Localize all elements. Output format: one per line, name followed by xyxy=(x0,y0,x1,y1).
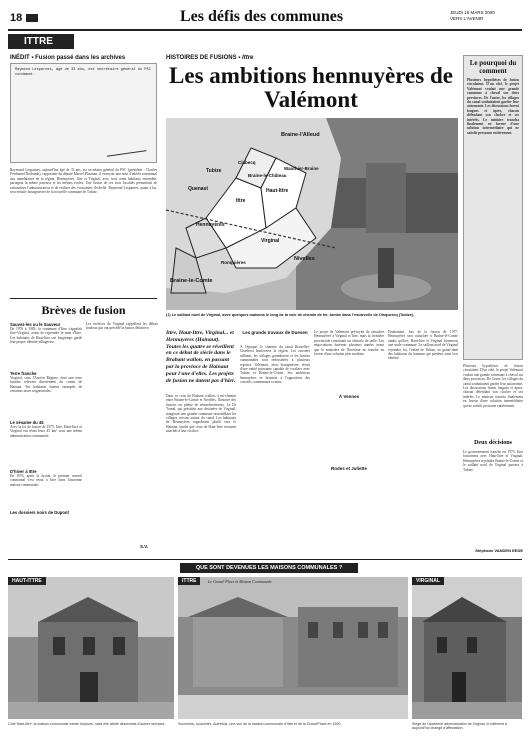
letter-signature xyxy=(105,141,146,156)
histoires-kicker: HISTOIRES DE FUSIONS ▪ Ittre xyxy=(166,55,254,61)
header-rule xyxy=(8,29,522,31)
caption-3: Siège de l'ancienne administration de Virginal, le bâtiment a aujourd'hui changé d'affectation. xyxy=(412,722,508,731)
archive-letter xyxy=(10,63,157,163)
map-label: Hennuyères xyxy=(196,222,225,228)
main-headline: Les ambitions hennuyères de Valémont xyxy=(169,63,453,112)
breve-text: Virginal, sous l'Ancien Régime, était une terre franche relevant directement du comte de Hainaut. Ses habitants étaient exemptés de certaines taxes seigneuriales. xyxy=(10,376,82,394)
breves-title: Brèves de fusion xyxy=(41,303,126,317)
map-label: Braine-l'Alleud xyxy=(281,132,320,138)
inedit-kicker: INÉDIT xyxy=(10,55,30,61)
breve-head: Sauvez-les ou le Sauveur xyxy=(10,322,61,327)
ittre-photo xyxy=(178,577,408,719)
breves-rule xyxy=(10,298,157,299)
map-photo xyxy=(166,118,458,310)
photo-tag: ITTRE xyxy=(178,577,200,585)
side-text-continued: Plusieurs hypothèses de fusion circulaient. D'un côté, le projet Valémont voulait une grande commune à cheval sur deux provinces. De l'autre, les villages du canal souhaitaient garder leur autonomie. Les discussions furent longues et âpres, chacun défendant son clocher et ses intérêts. Le ministre trancha finalement en faveur d'une solution intermédiaire qui ne satisfit personne entièrement. xyxy=(463,364,523,408)
inedit-heading: INÉDIT ▪ Fusion passé dans les archives xyxy=(10,55,126,61)
date-line: JEUDI 16 MARS 2000 xyxy=(450,10,495,15)
breve-item xyxy=(10,469,82,510)
virginal-photo xyxy=(412,577,522,719)
breve-text: En 1976, après la fusion, le premier conseil communal s'est réuni à Ittre dans l'ancienne maison communale. xyxy=(10,474,82,487)
breve-item xyxy=(10,322,82,371)
breve-head: Les dossiers noirs de Dupont xyxy=(10,510,69,515)
breves-col-left xyxy=(10,322,82,554)
paper-line: VERS L'AVENIR xyxy=(450,16,484,21)
kicker-text: HISTOIRES DE FUSIONS xyxy=(166,55,237,61)
breve-text: Avec la loi de fusion de 1975, Ittre, Haut-Ittre et Virginal ont réuni leurs 45 km² sous une même administration communale. xyxy=(10,425,82,438)
caption-2: Souvenirs, souvenirs. Autrefois, une vue de la maison communale d'Ittre et de la Grand'Place en 1900. xyxy=(178,722,342,726)
virginal-svg xyxy=(412,577,522,719)
article-col-3a: Le projet de Valémont prévoyait de rattacher Hennuyères à Virginal et Ittre, mais la frontière provinciale constituait un obstacle de taille. Les négociations durèrent plusieurs années avant que le ministère de l'Intérieur ne tranche en faveur d'une solution plus modeste. xyxy=(314,330,384,357)
side-box xyxy=(463,55,523,360)
photo-tag: HAUT-ITTRE xyxy=(8,577,46,585)
article-lead: Ittre, Haut-Ittre, Virginal... et Hennuyères (Hainaut). Toutes les quatre se réveillent en ce début de siècle dans le Brabant wallon, en passant par la province de Hainaut pour l'une d'elles. Les projets de fusion ne datent pas d'hier. xyxy=(166,330,236,384)
map-label: Nivelles xyxy=(294,256,315,262)
map-label: Ronquières xyxy=(221,260,246,265)
map-label: Haut-Ittre xyxy=(266,188,289,194)
breve-head: Terre franche xyxy=(10,371,37,376)
haut-ittre-photo xyxy=(8,577,174,719)
side-text2: Le gouvernement tranche en 1975. Ittre fusionnera avec Haut-Ittre et Virginal, Hennuyères rejoindra Braine-le-Comte et le saillant nord de Virginal passera à Tubize. xyxy=(463,450,523,472)
col3-head: À Vennes xyxy=(338,394,360,399)
inedit-body: Raymond Lesparnes, aujourd'hui âgé de 33 ans, est secrétaire général du PSC (président : Charles Ferdinand Nothomb), rapporteur du député Marcel Plasman, il envoyait une note d'intérêt communal aux mandataires de la région. Hennuyères, Ittre et Virginal, avec trois cents habitants ensemble, partagent la même paroisse et les mêmes écoles. Une fusion de ces trois localités permettrait de rationaliser l'administration et de réaliser des économies d'échelle. Raymond Lesparnes, quant à lui, sera ensuite bourgmestre de la nouvelle commune de Tubize. xyxy=(10,168,157,195)
map-label: Wauthier-Braine xyxy=(284,166,319,171)
article-col-4: Finalement, lors de la fusion de 1977, Hennuyères sera rattachée à Braine-le-Comte tandis qu'Ittre, Haut-Ittre et Virginal formeront une seule commune. Le saillant nord de Virginal rejoindra, lui, l'entité de Tubize, au grand dam des habitants du hameau qui perdent ainsi leur identité. xyxy=(388,330,458,361)
map-label: Virginal xyxy=(261,238,280,244)
section-flag: ITTRE xyxy=(8,34,74,49)
bottom-rule xyxy=(8,559,522,560)
side-signature: Stéphane VANDEN EEDE xyxy=(475,548,523,553)
col3-head2: Rodes et Juliette xyxy=(330,466,367,471)
map-label: Quenast xyxy=(188,186,209,192)
page-number: 18 xyxy=(10,12,23,24)
section-title: Les défis des communes xyxy=(180,8,344,25)
postcard-title: Le Grand' Place et Maison Communale xyxy=(208,579,272,584)
breve-head: D'hiver à Ittre xyxy=(10,469,37,474)
bottom-banner: QUE SONT DEVENUES LES MAISONS COMMUNALES ? xyxy=(180,563,358,573)
breve-head: Le sésame du 45 xyxy=(10,420,44,425)
map-label: Clabecq xyxy=(238,160,256,165)
breves-signature: S.V. xyxy=(140,544,149,549)
article-col-1: Dans ce coin du Brabant wallon, à mi-chemin entre Braine-le-Comte et Nivelles, l'histoire des fusions est pleine de rebondissements. Le Dr Tornal, qui présidait aux destinées de Virginal, imaginait une grande commune rassemblant les villages voisins autour du canal. Les habitants de Hennuyères regardaient plutôt vers le Hainaut, tandis que ceux de Haut-Ittre restaient attachés à leur clocher. xyxy=(166,394,236,434)
haut-ittre-svg xyxy=(8,577,174,719)
ittre-svg xyxy=(178,577,408,719)
map-label: Braine-le-Comte xyxy=(170,278,213,284)
breves-col-right: Les archives de Virginal rappellent les débats houleux qui ont précédé la fusion définitive. xyxy=(86,322,158,331)
col2-head: Les grands travaux de Duesen xyxy=(242,330,308,335)
side-text: Plusieurs hypothèses de fusion circulaient. D'un côté, le projet Valémont voulait une grande commune à cheval sur deux provinces. De l'autre, les villages du canal souhaitaient garder leur autonomie. Les discussions furent longues et âpres, chacun défendant son clocher et ses intérêts. Le ministre trancha finalement en faveur d'une solution intermédiaire qui ne satisfit personne entièrement. xyxy=(467,78,519,135)
vers-lavenir-mark xyxy=(26,14,38,22)
photo-tag: VIRGINAL xyxy=(412,577,444,585)
map-label: Braine-le-Château xyxy=(248,173,287,178)
kicker-place: Ittre xyxy=(242,55,254,61)
article-col-2: À l'époque, le chantier du canal Bruxelles-Charleroi bouleverse la région. Les ouvriers affluent, les villages grandissent et les limites communales sont redessinées à plusieurs reprises. Valémont, alors bourgmestre, rêvait d'une entité puissante capable de rivaliser avec Tubize et Braine-le-Comte. Ses ambitions hennuyères se heurtent à l'opposition des conseils communaux voisins. xyxy=(240,345,310,385)
photo-caption: (1) Le saillant nord de Virginal, avec quelques maisons le long de la voie de chemin de fer, tombe dans l'escarcelle de Oisquercq (Tubize). xyxy=(166,313,415,317)
breve-text: De 1976 à 1983, la commune d'Ittre s'appelait Ittre-Virginal, avant de reprendre le nom d'Ittre. Les habitants de Haut-Ittre ont longtemps gardé leur propre identité villageoise. xyxy=(10,327,82,345)
inedit-headline: Fusion passé dans les archives xyxy=(35,55,126,61)
side-title: Le pourquoi du comment xyxy=(469,59,517,75)
breve-item xyxy=(10,510,82,515)
breve-item xyxy=(10,420,82,469)
map-label: Ittre xyxy=(236,198,246,204)
breve-item xyxy=(10,371,82,420)
caption-1: Côté Haut-Ittre, la maison communale existe toujours, mais elle abrite désormais d'autres services. xyxy=(8,722,166,726)
letter-text: Raymond Lesparnes, âgé de 33 ans, est secrétaire général du PSC condamné. xyxy=(15,68,151,77)
side-sub: Deux décisions xyxy=(474,440,512,446)
map-label: Tubize xyxy=(206,168,222,174)
